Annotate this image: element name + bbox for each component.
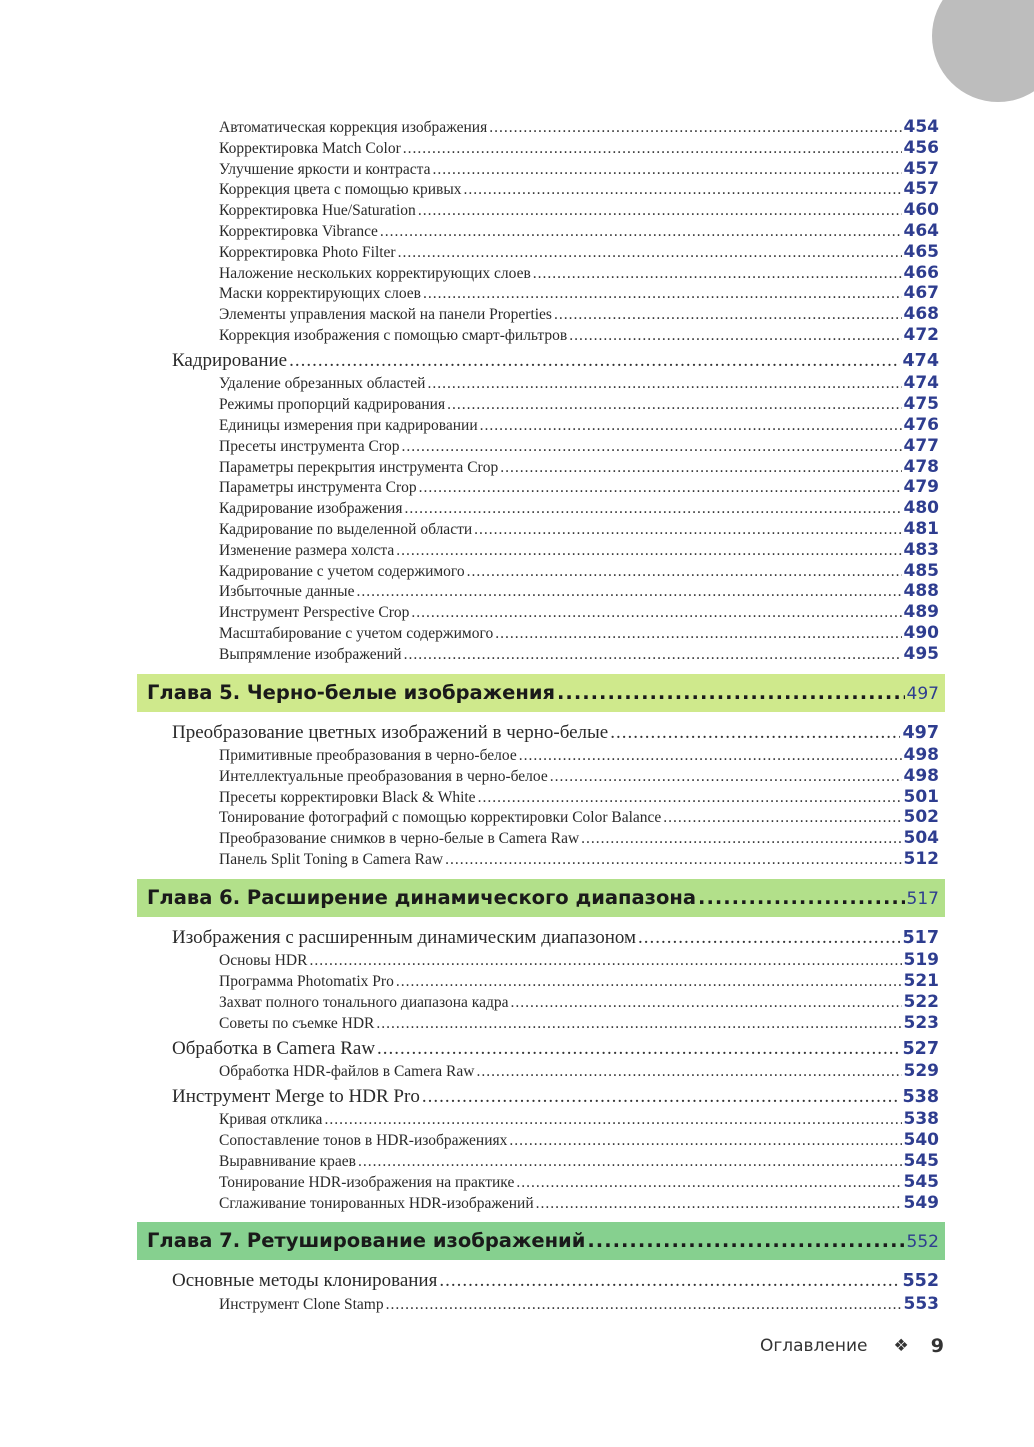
- toc-entry-title: Глава 5. Черно-белые изображения: [147, 680, 556, 704]
- toc-entry-title: Основы HDR: [219, 952, 308, 970]
- dot-leader: [396, 541, 901, 560]
- toc-entry-title: Инструмент Merge to HDR Pro: [172, 1085, 420, 1107]
- dot-leader: [474, 520, 901, 539]
- toc-page-number: 527: [902, 1038, 939, 1059]
- toc-entry-title: Кадрирование с учетом содержимого: [219, 562, 465, 580]
- toc-page-number: 465: [903, 241, 939, 262]
- dot-leader: [533, 264, 902, 283]
- toc-subsection-row[interactable]: [219, 602, 939, 622]
- dot-leader: [309, 951, 901, 970]
- dot-leader: [476, 1062, 901, 1081]
- toc-page-number: 522: [903, 991, 939, 1012]
- toc-entry-title: Советы по съемке HDR: [219, 1014, 375, 1032]
- dot-leader: [581, 829, 901, 848]
- toc-page-number: 478: [903, 456, 939, 477]
- dot-leader: [377, 1037, 900, 1061]
- dot-leader: [478, 788, 902, 807]
- toc-page-number: 540: [903, 1130, 939, 1151]
- dot-leader: [398, 243, 902, 262]
- toc-entry-title: Улучшение яркости и контраста: [219, 160, 431, 178]
- toc-entry-title: Глава 7. Ретуширование изображений: [147, 1229, 586, 1253]
- toc-entry-title: Выравнивание краев: [219, 1152, 356, 1170]
- toc-subsection-row[interactable]: [219, 373, 939, 393]
- dot-leader: [610, 721, 900, 745]
- toc-entry-title: Преобразование снимков в черно-белые в Camera Raw: [219, 830, 580, 848]
- toc-subsection-row[interactable]: [219, 540, 939, 560]
- toc-page-number: 468: [903, 304, 939, 325]
- toc-page-number: 466: [903, 262, 939, 283]
- dot-leader: [509, 1131, 901, 1150]
- toc-section-row[interactable]: [172, 721, 939, 745]
- toc-entry-title: Интеллектуальные преобразования в черно-белое: [219, 767, 548, 785]
- dot-leader: [698, 879, 905, 917]
- toc-subsection-row[interactable]: [219, 498, 939, 518]
- toc-entry-title: Инструмент Perspective Crop: [219, 604, 410, 622]
- toc-entry-title: Корректировка Hue/Saturation: [219, 202, 416, 220]
- toc-entry-title: Тонирование HDR-изображения на практике: [219, 1173, 515, 1191]
- toc-entry-title: Инструмент Clone Stamp: [219, 1295, 384, 1313]
- toc-subsection-row[interactable]: [219, 325, 939, 345]
- toc-page-number: 538: [902, 1086, 939, 1107]
- toc-entry-title: Глава 6. Расширение динамического диапазона: [147, 885, 697, 909]
- toc-page-number: 454: [903, 117, 939, 137]
- toc-entry-title: Маски корректирующих слоев: [219, 285, 421, 303]
- footer-ornament-icon: ❖: [893, 1336, 909, 1356]
- toc-page-number: 545: [903, 1150, 939, 1171]
- toc-entry-title: Корректировка Match Color: [219, 139, 401, 157]
- toc-page-number: 479: [903, 477, 939, 498]
- toc-page-number: 457: [903, 179, 939, 200]
- dot-leader: [386, 1295, 902, 1314]
- dot-leader: [467, 562, 902, 581]
- toc-subsection-row[interactable]: [219, 1193, 939, 1213]
- toc-subsection-row[interactable]: [219, 263, 939, 283]
- toc-entry-title: Захват полного тонального диапазона кадра: [219, 993, 509, 1011]
- toc-entry-title: Панель Split Toning в Camera Raw: [219, 851, 444, 868]
- dot-leader: [411, 603, 901, 622]
- toc-subsection-row[interactable]: [219, 1061, 939, 1081]
- toc-entry-title: Основные методы клонирования: [172, 1270, 438, 1292]
- footer-title: Оглавление: [759, 1336, 868, 1356]
- page-footer: [760, 1334, 944, 1358]
- toc-entry-title: Пресеты инструмента Crop: [219, 437, 400, 455]
- toc-entry-title: Кривая отклика: [219, 1111, 323, 1129]
- toc-page-number: 501: [903, 786, 939, 807]
- toc-page-number: 475: [903, 394, 939, 415]
- toc-page-number: 498: [903, 745, 939, 765]
- dot-leader: [356, 582, 901, 601]
- toc-entry-title: Коррекция изображения с помощью смарт-фильтров: [219, 327, 568, 344]
- toc-entry-title: Удаление обрезанных областей: [219, 375, 426, 393]
- toc-subsection-row[interactable]: [219, 807, 939, 827]
- toc-section-row[interactable]: [172, 1269, 939, 1293]
- toc-entry-title: Сглаживание тонированных HDR-изображений: [219, 1194, 534, 1212]
- toc-page-number: 472: [903, 325, 939, 345]
- dot-leader: [480, 416, 902, 435]
- toc-page-number: 538: [903, 1109, 939, 1130]
- toc-page-number: 495: [903, 643, 939, 664]
- toc-subsection-row[interactable]: [219, 221, 939, 241]
- toc-entry-title: Элементы управления маской на панели Properties: [219, 306, 552, 324]
- toc-subsection-row[interactable]: [219, 283, 939, 303]
- toc-section-row[interactable]: [172, 1037, 939, 1061]
- toc-page-number: 552: [906, 1232, 939, 1253]
- toc-subsection-row[interactable]: [219, 1130, 939, 1150]
- toc-subsection-row[interactable]: [219, 1013, 939, 1033]
- toc-chapter-row[interactable]: [147, 1222, 939, 1260]
- toc-section-row[interactable]: [172, 349, 939, 373]
- toc-subsection-row[interactable]: [219, 200, 939, 220]
- toc-entry-title: Режимы пропорций кадрирования: [219, 396, 446, 414]
- toc-entry-title: Кадрирование изображения: [219, 500, 403, 518]
- toc-entry-title: Корректировка Photo Filter: [219, 243, 396, 261]
- toc-subsection-row[interactable]: [219, 745, 939, 765]
- toc-page-number: 488: [903, 581, 939, 602]
- toc-subsection-row[interactable]: [219, 828, 939, 848]
- corner-tab-circle: [932, 0, 1034, 102]
- toc-page-number: 517: [902, 927, 939, 948]
- dot-leader: [396, 972, 902, 991]
- dot-leader: [554, 305, 902, 324]
- toc-page-number: 483: [903, 539, 939, 560]
- toc-entry-title: Сопоставление тонов в HDR-изображениях: [219, 1132, 508, 1150]
- dot-leader: [500, 458, 901, 477]
- toc-page-number: 474: [903, 373, 939, 394]
- toc-subsection-row[interactable]: [219, 304, 939, 324]
- dot-leader: [433, 160, 902, 179]
- toc-subsection-row[interactable]: [219, 581, 939, 601]
- toc-entry-title: Кадрирование по выделенной области: [219, 520, 473, 538]
- toc-subsection-row[interactable]: [219, 1294, 939, 1314]
- dot-leader: [489, 118, 901, 137]
- toc-page-number: 480: [903, 498, 939, 519]
- toc-section-row[interactable]: [172, 926, 939, 950]
- toc-page-number: 504: [903, 828, 939, 849]
- dot-leader: [587, 1222, 904, 1260]
- toc-subsection-row[interactable]: [219, 179, 939, 199]
- toc-subsection-row[interactable]: [219, 117, 939, 137]
- toc-chapter-row[interactable]: [147, 674, 939, 712]
- toc-page-number: 545: [903, 1171, 939, 1192]
- toc-subsection-row[interactable]: [219, 1172, 939, 1192]
- toc-subsection-row[interactable]: [219, 787, 939, 807]
- toc-subsection-row[interactable]: [219, 1151, 939, 1171]
- toc-entry-title: Обработка HDR-файлов в Camera Raw: [219, 1063, 475, 1080]
- toc-entry-title: Тонирование фотографий с помощью корректировки Color Balance: [219, 809, 662, 827]
- dot-leader: [289, 349, 900, 373]
- dot-leader: [422, 1085, 901, 1109]
- toc-subsection-row[interactable]: [219, 950, 939, 970]
- toc-entry-title: Единицы измерения при кадрировании: [219, 416, 478, 434]
- dot-leader: [419, 478, 902, 497]
- toc-page-number: 552: [902, 1271, 939, 1292]
- toc-page-number: 502: [903, 807, 939, 828]
- dot-leader: [404, 499, 901, 518]
- toc-page-number: 477: [903, 435, 939, 456]
- dot-leader: [638, 926, 900, 950]
- toc-entry-title: Наложение нескольких корректирующих слоев: [219, 264, 531, 282]
- toc-entry-title: Изображения с расширенным динамическим диапазоном: [172, 926, 637, 948]
- dot-leader: [427, 374, 901, 393]
- toc-page-number: 523: [903, 1012, 939, 1033]
- dot-leader: [464, 180, 902, 199]
- dot-leader: [495, 624, 901, 643]
- dot-leader: [439, 1269, 900, 1293]
- toc-subsection-row[interactable]: [219, 992, 939, 1012]
- toc-entry-title: Масштабирование с учетом содержимого: [219, 624, 494, 642]
- dot-leader: [516, 1173, 901, 1192]
- toc-entry-title: Параметры инструмента Crop: [219, 479, 417, 497]
- toc-entry-title: Параметры перекрытия инструмента Crop: [219, 458, 499, 476]
- toc-subsection-row[interactable]: [219, 394, 939, 414]
- dot-leader: [510, 993, 901, 1012]
- toc-entry-title: Примитивные преобразования в черно-белое: [219, 747, 517, 764]
- toc-subsection-row[interactable]: [219, 477, 939, 497]
- toc-subsection-row[interactable]: [219, 436, 939, 456]
- toc-entry-title: Изменение размера холста: [219, 541, 395, 559]
- dot-leader: [550, 767, 902, 786]
- toc-entry-title: Автоматическая коррекция изображения: [219, 119, 488, 136]
- toc-subsection-row[interactable]: [219, 415, 939, 435]
- toc-page-number: 489: [903, 602, 939, 623]
- toc-page-number: 464: [903, 221, 939, 241]
- toc-page-number: 485: [903, 560, 939, 581]
- dot-leader: [404, 645, 902, 664]
- toc-subsection-row[interactable]: [219, 971, 939, 991]
- toc-subsection-row[interactable]: [219, 561, 939, 581]
- toc-subsection-row[interactable]: [219, 766, 939, 786]
- toc-entry-title: Избыточные данные: [219, 583, 355, 601]
- toc-entry-title: Корректировка Vibrance: [219, 223, 378, 240]
- toc-subsection-row[interactable]: [219, 849, 939, 869]
- toc-entry-title: Коррекция цвета с помощью кривых: [219, 181, 462, 199]
- dot-leader: [536, 1194, 902, 1213]
- dot-leader: [401, 437, 901, 456]
- toc-page-number: 512: [903, 849, 939, 869]
- toc-subsection-row[interactable]: [219, 644, 939, 664]
- dot-leader: [445, 850, 901, 869]
- toc-entry-title: Программа Photomatix Pro: [219, 973, 394, 991]
- dot-leader: [519, 746, 902, 765]
- toc-page-number: 529: [903, 1061, 939, 1081]
- dot-leader: [403, 139, 902, 158]
- toc-page-number: 460: [903, 200, 939, 221]
- dot-leader: [324, 1110, 901, 1129]
- toc-page-number: 490: [903, 622, 939, 643]
- footer-page-number: 9: [930, 1335, 944, 1357]
- toc-subsection-row[interactable]: [219, 242, 939, 262]
- toc-page-number: 476: [903, 414, 939, 435]
- toc-page-number: 553: [903, 1293, 939, 1314]
- toc-subsection-row[interactable]: [219, 519, 939, 539]
- toc-page-number: 481: [903, 518, 939, 539]
- toc-chapter-row[interactable]: [147, 879, 939, 917]
- toc-page-number: 549: [903, 1192, 939, 1213]
- toc-entry-title: Кадрирование: [172, 349, 288, 371]
- toc-page-number: 521: [903, 971, 939, 992]
- toc-page-number: 457: [903, 158, 939, 179]
- toc-page-number: 474: [902, 350, 939, 371]
- toc-page-number: 497: [906, 683, 939, 704]
- toc-subsection-row[interactable]: [219, 623, 939, 643]
- dot-leader: [358, 1152, 902, 1171]
- toc-page-number: 456: [903, 137, 939, 158]
- toc-subsection-row[interactable]: [219, 1109, 939, 1129]
- toc-entry-title: Пресеты корректировки Black & White: [219, 788, 476, 806]
- dot-leader: [663, 808, 901, 827]
- toc-page-number: 467: [903, 283, 939, 304]
- dot-leader: [423, 284, 902, 303]
- toc-page-number: 517: [906, 888, 939, 909]
- dot-leader: [418, 201, 902, 220]
- dot-leader: [569, 326, 901, 345]
- dot-leader: [376, 1014, 901, 1033]
- toc-subsection-row[interactable]: [219, 138, 939, 158]
- toc-page-number: 498: [903, 765, 939, 786]
- toc-subsection-row[interactable]: [219, 159, 939, 179]
- toc-section-row[interactable]: [172, 1085, 939, 1109]
- dot-leader: [380, 222, 902, 241]
- toc-subsection-row[interactable]: [219, 457, 939, 477]
- dot-leader: [557, 674, 905, 712]
- toc-entry-title: Обработка в Camera Raw: [172, 1037, 376, 1059]
- dot-leader: [447, 395, 901, 414]
- toc-page-number: 497: [902, 722, 939, 743]
- toc-page-number: 519: [903, 950, 939, 971]
- toc-entry-title: Преобразование цветных изображений в черно-белые: [172, 721, 609, 743]
- toc-entry-title: Выпрямление изображений: [219, 645, 402, 663]
